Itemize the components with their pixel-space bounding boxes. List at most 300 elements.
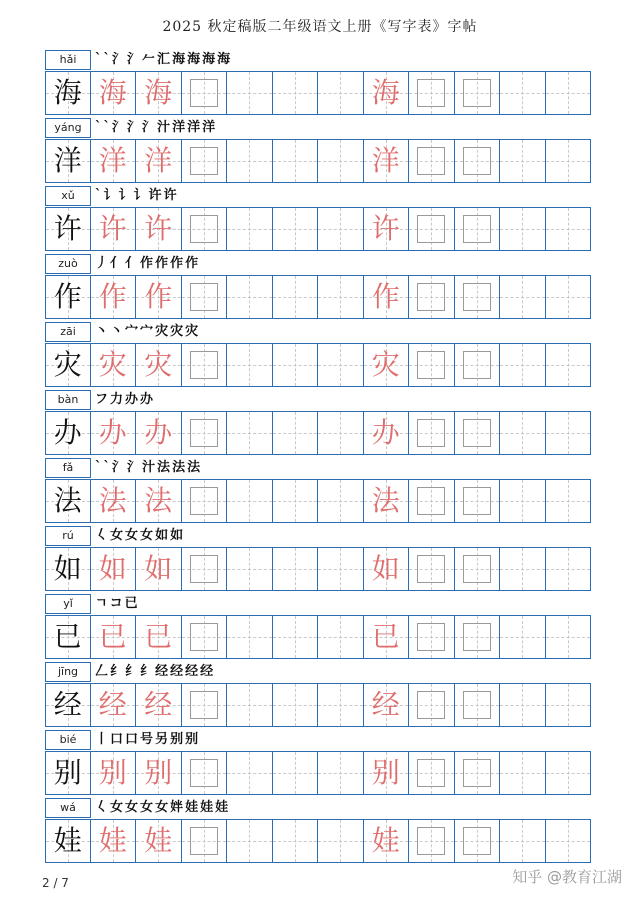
practice-square-cell	[409, 275, 455, 319]
trace-character-cell	[91, 683, 137, 727]
trace-character: 娃	[98, 824, 127, 857]
pinyin-row	[45, 593, 591, 615]
trace-character: 别	[98, 756, 127, 789]
blank-tian-cell	[273, 819, 319, 863]
pinyin-label: yǐ	[45, 594, 91, 614]
practice-square-cell	[182, 547, 228, 591]
stroke-order	[95, 186, 179, 206]
practice-square-cell	[455, 683, 501, 727]
practice-square-cell	[409, 71, 455, 115]
stroke-step: 氵	[127, 52, 141, 67]
stroke-order	[95, 798, 230, 818]
stroke-step: 许	[163, 188, 177, 203]
stroke-step: 号	[140, 732, 154, 747]
trace-character: 洋	[98, 144, 127, 177]
blank-tian-cell	[500, 751, 546, 795]
model-character-cell	[45, 615, 91, 659]
stroke-step: 灾	[170, 324, 184, 339]
stroke-step: 法	[187, 460, 201, 475]
practice-square-cell	[182, 615, 228, 659]
trace-character-cell	[136, 479, 182, 523]
practice-square-cell	[409, 547, 455, 591]
trace-character-cell	[136, 343, 182, 387]
trace-character-cell	[364, 71, 410, 115]
blank-tian-cell	[546, 275, 592, 319]
blank-tian-cell	[546, 207, 592, 251]
stroke-step: 𠃋	[95, 664, 109, 679]
trace-character: 经	[144, 688, 173, 721]
stroke-step: 许	[148, 188, 162, 203]
blank-tian-cell	[546, 615, 592, 659]
blank-tian-cell	[318, 71, 364, 115]
blank-tian-cell	[273, 139, 319, 183]
stroke-step: 女	[125, 528, 139, 543]
stroke-step: 作	[185, 256, 199, 271]
pinyin-row	[45, 185, 591, 207]
pinyin-label: yáng	[45, 118, 91, 138]
inner-square	[190, 691, 218, 719]
model-character-cell	[45, 343, 91, 387]
pinyin-label: bàn	[45, 390, 91, 410]
model-character-cell	[45, 71, 91, 115]
trace-character-cell	[91, 275, 137, 319]
blank-tian-cell	[227, 547, 273, 591]
practice-square-cell	[455, 615, 501, 659]
blank-tian-cell	[500, 71, 546, 115]
blank-tian-cell	[273, 411, 319, 455]
blank-tian-cell	[500, 615, 546, 659]
blank-tian-cell	[500, 819, 546, 863]
practice-square-cell	[455, 71, 501, 115]
inner-square	[463, 79, 491, 107]
practice-square-cell	[182, 275, 228, 319]
stroke-step: 作	[140, 256, 154, 271]
blank-tian-cell	[500, 547, 546, 591]
blank-tian-cell	[227, 71, 273, 115]
stroke-step: 经	[185, 664, 199, 679]
character-entry	[45, 457, 591, 525]
stroke-step: 娃	[200, 800, 214, 815]
blank-tian-cell	[227, 479, 273, 523]
stroke-step: 另	[155, 732, 169, 747]
model-character-cell	[45, 411, 91, 455]
stroke-step: 汁	[142, 460, 156, 475]
blank-tian-cell	[546, 71, 592, 115]
trace-character: 许	[98, 212, 127, 245]
blank-tian-cell	[227, 275, 273, 319]
model-character-cell	[45, 683, 91, 727]
inner-square	[190, 623, 218, 651]
stroke-step: 氵	[127, 120, 141, 135]
stroke-step: 海	[172, 52, 186, 67]
trace-character: 别	[371, 756, 400, 789]
inner-square	[463, 215, 491, 243]
inner-square	[463, 283, 491, 311]
inner-square	[190, 283, 218, 311]
blank-tian-cell	[273, 547, 319, 591]
stroke-step: 纟	[110, 664, 124, 679]
trace-character: 办	[144, 416, 173, 449]
stroke-step: 娃	[185, 800, 199, 815]
trace-character: 已	[371, 620, 400, 653]
trace-character-cell	[364, 615, 410, 659]
stroke-step: ㄱ	[95, 596, 108, 611]
trace-character-cell	[136, 71, 182, 115]
blank-tian-cell	[227, 819, 273, 863]
model-character-cell	[45, 751, 91, 795]
stroke-step: 海	[217, 52, 231, 67]
pinyin-label: wá	[45, 798, 91, 818]
writing-grid-row	[45, 819, 591, 865]
stroke-step: 如	[170, 528, 184, 543]
stroke-order	[95, 730, 200, 750]
blank-tian-cell	[546, 139, 592, 183]
practice-square-cell	[409, 615, 455, 659]
stroke-step: 女	[155, 800, 169, 815]
practice-square-cell	[182, 819, 228, 863]
stroke-step: ˋ	[103, 52, 110, 67]
stroke-step: 力	[110, 392, 124, 407]
practice-square-cell	[409, 683, 455, 727]
blank-tian-cell	[500, 683, 546, 727]
stroke-order	[95, 322, 200, 342]
practice-square-cell	[455, 343, 501, 387]
pinyin-row	[45, 49, 591, 71]
trace-character-cell	[364, 411, 410, 455]
blank-tian-cell	[546, 343, 592, 387]
practice-square-cell	[455, 139, 501, 183]
blank-tian-cell	[500, 479, 546, 523]
model-character: 已	[53, 620, 82, 653]
inner-square	[190, 147, 218, 175]
practice-square-cell	[182, 71, 228, 115]
practice-square-cell	[182, 207, 228, 251]
stroke-step: 灾	[155, 324, 169, 339]
pinyin-row	[45, 117, 591, 139]
character-entry	[45, 49, 591, 117]
stroke-step: 亻	[110, 256, 124, 271]
blank-tian-cell	[318, 751, 364, 795]
blank-tian-cell	[318, 343, 364, 387]
pinyin-row	[45, 389, 591, 411]
stroke-step: 口	[125, 732, 139, 747]
inner-square	[190, 351, 218, 379]
pinyin-row	[45, 797, 591, 819]
character-entry	[45, 525, 591, 593]
blank-tian-cell	[227, 683, 273, 727]
stroke-step: 讠	[133, 188, 147, 203]
practice-square-cell	[455, 751, 501, 795]
stroke-step: ˋ	[103, 120, 110, 135]
stroke-step: 经	[200, 664, 214, 679]
stroke-step: 女	[110, 528, 124, 543]
pinyin-label: zuò	[45, 254, 91, 274]
practice-square-cell	[409, 479, 455, 523]
pinyin-label: bié	[45, 730, 91, 750]
stroke-step: 丨	[95, 732, 109, 747]
trace-character: 许	[144, 212, 173, 245]
inner-square	[190, 215, 218, 243]
trace-character: 作	[98, 280, 127, 313]
trace-character: 如	[98, 552, 127, 585]
character-entry	[45, 321, 591, 389]
trace-character: 灾	[144, 348, 173, 381]
trace-character-cell	[136, 819, 182, 863]
character-entry	[45, 797, 591, 865]
character-entry	[45, 117, 591, 185]
trace-character: 法	[144, 484, 173, 517]
blank-tian-cell	[273, 275, 319, 319]
inner-square	[417, 419, 445, 447]
practice-square-cell	[409, 819, 455, 863]
stroke-step: 𠂉	[142, 52, 156, 67]
trace-character: 如	[371, 552, 400, 585]
trace-character-cell	[91, 819, 137, 863]
practice-square-cell	[182, 683, 228, 727]
trace-character: 海	[144, 76, 173, 109]
practice-square-cell	[409, 343, 455, 387]
stroke-step: `	[95, 120, 102, 135]
stroke-step: 纟	[125, 664, 139, 679]
pinyin-label: jīng	[45, 662, 91, 682]
stroke-order	[95, 662, 215, 682]
stroke-step: 口	[110, 732, 124, 747]
pinyin-label: hǎi	[45, 50, 91, 70]
model-character-cell	[45, 139, 91, 183]
writing-grid-row	[45, 751, 591, 797]
practice-square-cell	[409, 411, 455, 455]
watermark: 知乎 @教育江湖	[512, 868, 622, 886]
trace-character-cell	[364, 751, 410, 795]
stroke-step: 氵	[112, 460, 126, 475]
stroke-step: 讠	[118, 188, 132, 203]
inner-square	[417, 283, 445, 311]
trace-character-cell	[364, 479, 410, 523]
blank-tian-cell	[546, 819, 592, 863]
stroke-order	[95, 390, 155, 410]
trace-character: 已	[98, 620, 127, 653]
inner-square	[417, 555, 445, 583]
blank-tian-cell	[546, 547, 592, 591]
trace-character-cell	[91, 751, 137, 795]
practice-square-cell	[182, 751, 228, 795]
trace-character: 如	[144, 552, 173, 585]
model-character: 海	[53, 76, 82, 109]
writing-grid-row	[45, 343, 591, 389]
trace-character: 经	[98, 688, 127, 721]
trace-character: 娃	[371, 824, 400, 857]
stroke-order	[95, 526, 185, 546]
model-character: 灾	[53, 348, 82, 381]
blank-tian-cell	[500, 275, 546, 319]
stroke-step: 讠	[103, 188, 117, 203]
stroke-step: 如	[155, 528, 169, 543]
writing-grid-row	[45, 615, 591, 661]
pinyin-label: xǔ	[45, 186, 91, 206]
character-entry	[45, 593, 591, 661]
inner-square	[463, 555, 491, 583]
stroke-step: 亻	[125, 256, 139, 271]
stroke-step: 洋	[187, 120, 201, 135]
blank-tian-cell	[273, 207, 319, 251]
trace-character: 海	[98, 76, 127, 109]
practice-square-cell	[182, 343, 228, 387]
practice-square-cell	[455, 275, 501, 319]
blank-tian-cell	[318, 615, 364, 659]
blank-tian-cell	[546, 683, 592, 727]
trace-character-cell	[136, 751, 182, 795]
stroke-step: 氵	[142, 120, 156, 135]
blank-tian-cell	[273, 683, 319, 727]
trace-character-cell	[364, 139, 410, 183]
stroke-step: 经	[170, 664, 184, 679]
inner-square	[190, 827, 218, 855]
writing-grid-row	[45, 71, 591, 117]
stroke-step: 办	[125, 392, 139, 407]
writing-grid-row	[45, 683, 591, 729]
blank-tian-cell	[273, 615, 319, 659]
blank-tian-cell	[273, 479, 319, 523]
stroke-step: 已	[124, 596, 138, 611]
pinyin-row	[45, 661, 591, 683]
model-character-cell	[45, 819, 91, 863]
blank-tian-cell	[318, 139, 364, 183]
blank-tian-cell	[500, 207, 546, 251]
stroke-order	[95, 254, 200, 274]
blank-tian-cell	[273, 343, 319, 387]
blank-tian-cell	[318, 547, 364, 591]
blank-tian-cell	[318, 411, 364, 455]
practice-square-cell	[455, 547, 501, 591]
stroke-step: 女	[140, 800, 154, 815]
inner-square	[463, 623, 491, 651]
page-title: 2025 秋定稿版二年级语文上册《写字表》字帖	[162, 19, 478, 35]
stroke-step: 女	[110, 800, 124, 815]
stroke-step: 纟	[140, 664, 154, 679]
writing-grid-row	[45, 479, 591, 525]
pinyin-row	[45, 321, 591, 343]
trace-character-cell	[91, 411, 137, 455]
inner-square	[463, 827, 491, 855]
character-entry	[45, 185, 591, 253]
stroke-step: コ	[109, 596, 123, 611]
stroke-step: 办	[140, 392, 154, 407]
character-entry	[45, 253, 591, 321]
model-character-cell	[45, 479, 91, 523]
stroke-step: 𡿨	[95, 528, 109, 543]
blank-tian-cell	[227, 207, 273, 251]
inner-square	[417, 147, 445, 175]
trace-character-cell	[364, 275, 410, 319]
trace-character-cell	[136, 275, 182, 319]
trace-character-cell	[136, 411, 182, 455]
practice-sheet	[45, 49, 591, 865]
blank-tian-cell	[500, 139, 546, 183]
stroke-step: 海	[187, 52, 201, 67]
writing-grid-row	[45, 547, 591, 593]
trace-character-cell	[91, 71, 137, 115]
inner-square	[190, 487, 218, 515]
blank-tian-cell	[318, 819, 364, 863]
stroke-order	[95, 50, 232, 70]
stroke-order	[95, 458, 202, 478]
stroke-step: 丶	[110, 324, 124, 339]
blank-tian-cell	[273, 71, 319, 115]
stroke-step: `	[95, 460, 102, 475]
model-character: 如	[53, 552, 82, 585]
blank-tian-cell	[273, 751, 319, 795]
stroke-step: 氵	[112, 52, 126, 67]
trace-character-cell	[91, 207, 137, 251]
inner-square	[417, 487, 445, 515]
pinyin-label: zāi	[45, 322, 91, 342]
pinyin-row	[45, 525, 591, 547]
blank-tian-cell	[227, 411, 273, 455]
inner-square	[417, 215, 445, 243]
trace-character-cell	[91, 139, 137, 183]
stroke-order	[95, 118, 217, 138]
stroke-step: 女	[125, 800, 139, 815]
blank-tian-cell	[318, 275, 364, 319]
inner-square	[463, 691, 491, 719]
trace-character-cell	[136, 683, 182, 727]
pinyin-label: rú	[45, 526, 91, 546]
character-entry	[45, 389, 591, 457]
stroke-step: 女	[140, 528, 154, 543]
inner-square	[463, 351, 491, 379]
stroke-step: 灾	[185, 324, 199, 339]
writing-grid-row	[45, 207, 591, 253]
inner-square	[417, 351, 445, 379]
stroke-step: 娃	[215, 800, 229, 815]
pinyin-label: fǎ	[45, 458, 91, 478]
stroke-step: 宀	[140, 324, 154, 339]
trace-character: 经	[371, 688, 400, 721]
trace-character-cell	[364, 819, 410, 863]
trace-character-cell	[136, 615, 182, 659]
model-character: 经	[53, 688, 82, 721]
trace-character: 洋	[144, 144, 173, 177]
practice-square-cell	[455, 207, 501, 251]
inner-square	[463, 487, 491, 515]
stroke-step: 氵	[127, 460, 141, 475]
trace-character: 办	[371, 416, 400, 449]
trace-character: 海	[371, 76, 400, 109]
trace-character-cell	[364, 343, 410, 387]
inner-square	[417, 79, 445, 107]
writing-grid-row	[45, 275, 591, 321]
writing-grid-row	[45, 411, 591, 457]
stroke-step: 法	[157, 460, 171, 475]
trace-character: 许	[371, 212, 400, 245]
blank-tian-cell	[227, 751, 273, 795]
inner-square	[190, 79, 218, 107]
stroke-step: 𡿨	[95, 800, 109, 815]
trace-character: 灾	[98, 348, 127, 381]
trace-character: 灾	[371, 348, 400, 381]
blank-tian-cell	[227, 139, 273, 183]
inner-square	[417, 759, 445, 787]
practice-square-cell	[182, 411, 228, 455]
stroke-step: `	[95, 188, 102, 203]
stroke-step: 作	[155, 256, 169, 271]
trace-character-cell	[364, 547, 410, 591]
stroke-step: フ	[95, 392, 109, 407]
stroke-step: 别	[170, 732, 184, 747]
trace-character-cell	[364, 683, 410, 727]
trace-character-cell	[91, 615, 137, 659]
blank-tian-cell	[318, 479, 364, 523]
